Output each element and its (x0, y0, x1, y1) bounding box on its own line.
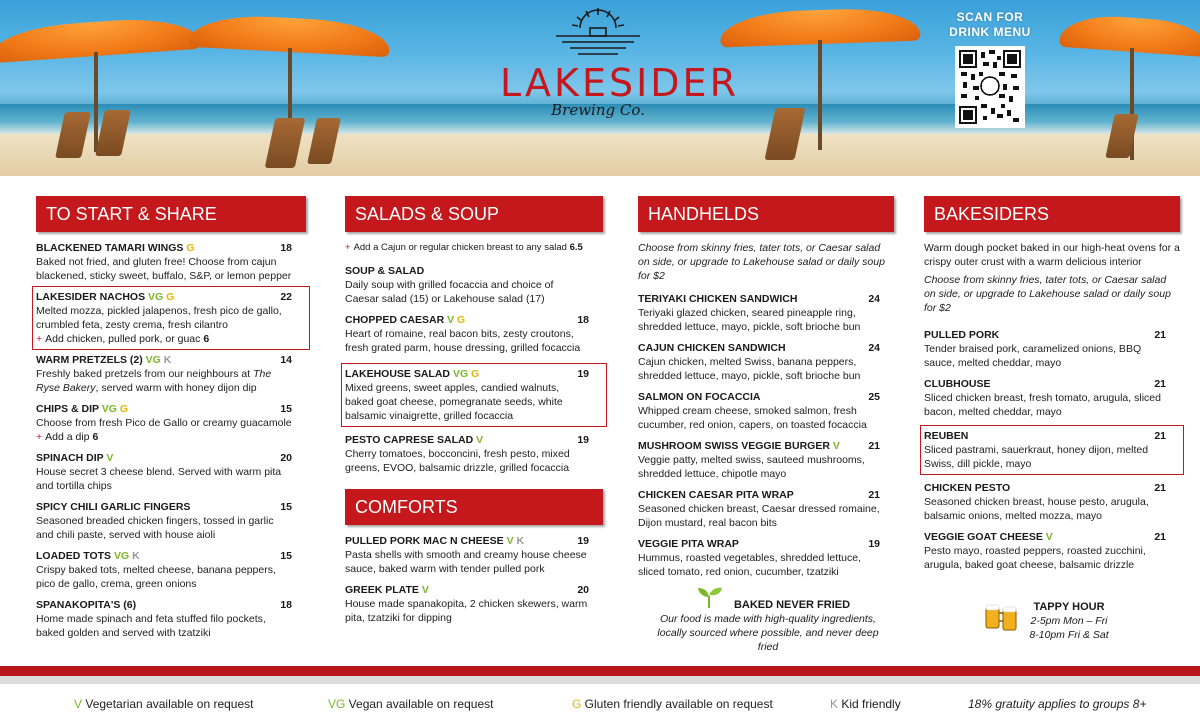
bakesiders-intro: Warm dough pocket baked in our high-heat ovens for a crispy outer crust with a warm delicious interior (924, 242, 1180, 268)
item-description: Whipped cream cheese, smoked salmon, fresh cucumber, red onion, capers, on toasted focaccia (638, 405, 867, 431)
dietary-tags (453, 368, 479, 380)
dietary-tags (102, 403, 128, 415)
brand-name: LAKESIDER (500, 61, 739, 105)
menu-item[interactable] (924, 377, 1180, 419)
badge-text: Our food is made with high-quality ingredients, locally sourced where possible, and never deep fried (657, 613, 879, 653)
footer-grey-bar (0, 676, 1200, 684)
badge-title: BAKED NEVER FRIED (733, 599, 851, 611)
dietary-tags (833, 440, 840, 452)
item-name: CAJUN CHICKEN SANDWICH (638, 342, 786, 354)
item-description: Pasta shells with smooth and creamy house cheese sauce, baked warm with tender pulled pork (345, 549, 587, 575)
menu-item[interactable] (638, 488, 894, 530)
section-title-bakesiders: BAKESIDERS (924, 196, 1180, 232)
beach-banner (0, 0, 1200, 176)
plus-icon: + (36, 431, 43, 443)
item-name: CHOPPED CAESAR (345, 314, 445, 326)
dietary-tag: G (186, 242, 195, 254)
item-description: Tender braised pork, caramelized onions, BBQ sauce, melted cheddar, mayo (924, 343, 1142, 369)
section-title-start: TO START & SHARE (36, 196, 306, 232)
menu-item[interactable] (36, 451, 306, 493)
menu-item[interactable] (345, 433, 603, 475)
umbrella-center-right (720, 10, 920, 150)
item-name: MUSHROOM SWISS VEGGIE BURGER (638, 440, 830, 452)
qr-code-icon[interactable] (955, 46, 1025, 128)
item-name: CHICKEN CAESAR PITA WRAP (638, 489, 794, 501)
sunrise-pier-icon (548, 6, 648, 58)
dietary-tag: V (832, 440, 840, 452)
legend-vegan: VG Vegan available on request (328, 697, 494, 711)
dietary-tags (148, 291, 174, 303)
item-addon: + Add chicken, pulled pork, or guac 6 (36, 333, 210, 345)
item-name: BLACKENED TAMARI WINGS (36, 242, 184, 254)
item-description: House secret 3 cheese blend. Served with warm pita and tortilla chips (36, 466, 282, 492)
menu-item[interactable] (345, 583, 603, 625)
dietary-tag: V (106, 452, 114, 464)
item-price: 21 (1154, 430, 1166, 442)
dietary-tag: K (513, 535, 525, 547)
column-start-share (36, 196, 306, 647)
menu-item[interactable] (36, 353, 306, 395)
dietary-tag: G (116, 403, 129, 415)
item-name: WARM PRETZELS (2) (36, 354, 143, 366)
item-name: GREEK PLATE (345, 584, 419, 596)
item-name: CHICKEN PESTO (924, 482, 1011, 494)
item-description: Pesto mayo, roasted peppers, roasted zucchini, arugula, baked goat cheese, balsamic drizzle (924, 545, 1146, 571)
dietary-tag: V (506, 535, 514, 547)
legend-key: K (830, 697, 839, 711)
item-description: Home made spinach and feta stuffed filo pockets, baked golden and served with tzatziki (36, 613, 266, 639)
menu-item[interactable] (924, 530, 1180, 572)
bakesiders-side-note: Choose from skinny fries, tater tots, or Caesar salad on side, or upgrade to Lakehouse salad or daily soup for $2 (924, 274, 1171, 314)
item-description: Baked not fried, and gluten free! Choose from cajun blackened, sticky sweet, buffalo, S&P, or lemon pepper (36, 256, 292, 282)
dietary-tags (114, 550, 140, 562)
item-price: 21 (868, 489, 880, 501)
column-bakesiders (924, 196, 1180, 579)
item-price: 21 (1154, 329, 1166, 341)
item-price: 20 (577, 584, 589, 596)
menu-item[interactable] (36, 500, 306, 542)
menu-item[interactable] (638, 439, 894, 481)
column-salads-comforts (345, 196, 603, 632)
drink-menu-qr[interactable] (938, 10, 1042, 128)
menu-item[interactable] (638, 537, 894, 579)
dietary-tags (447, 314, 465, 326)
menu-item-highlighted[interactable] (345, 367, 603, 423)
item-price: 19 (577, 434, 589, 446)
dietary-tag: V (476, 434, 484, 446)
item-description: Freshly baked pretzels from our neighbours at The Ryse Bakery, served warm with honey dijon dip (36, 368, 272, 394)
item-description: Sliced pastrami, sauerkraut, honey dijon, melted Swiss, dill pickle, mayo (924, 444, 1149, 470)
item-description: Mixed greens, sweet apples, candied walnuts, baked goat cheese, pomegranate seeds, white balsamic vinaigrette, grilled focaccia (345, 382, 563, 422)
brand-logo (500, 6, 739, 119)
item-description: Crispy baked tots, melted cheese, banana peppers, pico de gallo, crema, green onions (36, 564, 276, 590)
legend-gluten: G Gluten friendly available on request (572, 697, 773, 711)
handhelds-side-note: Choose from skinny fries, tater tots, or Caesar salad on side, or upgrade to Lakehouse salad or daily soup for $2 (638, 242, 885, 282)
baked-never-fried-badge (648, 588, 888, 654)
item-addon: + Add a dip 6 (36, 431, 99, 443)
menu-item[interactable] (638, 341, 894, 383)
item-price: 24 (868, 342, 880, 354)
item-price: 15 (280, 550, 292, 562)
item-price: 15 (280, 403, 292, 415)
menu-item[interactable] (36, 549, 306, 591)
item-price: 24 (868, 293, 880, 305)
item-name: REUBEN (924, 430, 969, 442)
item-description: Seasoned breaded chicken fingers, tossed in garlic and chili paste, served with house aioli (36, 515, 274, 541)
footer-red-bar (0, 666, 1200, 676)
item-name: SPICY CHILI GARLIC FINGERS (36, 501, 191, 513)
section-title-comforts: COMFORTS (345, 489, 603, 525)
legend-gratuity: 18% gratuity applies to groups 8+ (968, 697, 1147, 711)
item-name: SALMON ON FOCACCIA (638, 391, 761, 403)
item-price: 21 (868, 440, 880, 452)
item-description: Teriyaki glazed chicken, seared pineapple ring, shredded lettuce, mayo, pickle, soft brioche bun (638, 307, 861, 333)
item-description: Hummus, roasted vegetables, shredded lettuce, sliced tomato, red onion, cucumber, tzatziki (638, 552, 861, 578)
legend-key: G (572, 697, 582, 711)
menu-item[interactable] (36, 241, 306, 283)
item-description: Daily soup with grilled focaccia and choice of Caesar salad (15) or Lakehouse salad (17) (345, 279, 554, 305)
menu-item[interactable] (924, 328, 1180, 370)
item-price: 21 (1154, 482, 1166, 494)
item-name: SOUP & SALAD (345, 265, 425, 277)
item-price: 21 (1154, 531, 1166, 543)
dietary-tags (146, 354, 172, 366)
tappy-title: TAPPY HOUR (1033, 601, 1105, 613)
item-description: Melted mozza, pickled jalapenos, fresh pico de gallo, crumbled feta, zesty crema, fresh cilantro (36, 305, 282, 331)
section-title-handhelds: HANDHELDS (638, 196, 894, 232)
item-name: VEGGIE GOAT CHEESE (924, 531, 1043, 543)
item-name: PESTO CAPRESE SALAD (345, 434, 474, 446)
item-price: 14 (280, 354, 292, 366)
dietary-tags (507, 535, 525, 547)
menu-item[interactable] (36, 402, 306, 444)
qr-title-line2: DRINK MENU (949, 25, 1031, 39)
item-price: 18 (280, 242, 292, 254)
dietary-tags (1046, 531, 1053, 543)
dietary-tag: V (421, 584, 429, 596)
legend-key: VG (328, 697, 346, 711)
item-price: 25 (868, 391, 880, 403)
item-price: 20 (280, 452, 292, 464)
dietary-tag: VG (452, 368, 469, 380)
menu-item[interactable] (36, 598, 306, 640)
item-price: 22 (280, 291, 292, 303)
legend-key: V (74, 697, 83, 711)
item-description: Veggie patty, melted swiss, sauteed mushrooms, shredded lettuce, chipotle mayo (638, 454, 865, 480)
item-description: Cajun chicken, melted Swiss, banana peppers, shredded lettuce, mayo, pickle, soft brioche bun (638, 356, 861, 382)
item-price: 18 (577, 314, 589, 326)
brand-subtitle: Brewing Co. (551, 101, 645, 119)
menu-item[interactable] (345, 534, 603, 576)
dietary-tag: VG (113, 550, 130, 562)
dietary-tag: V (447, 314, 455, 326)
item-description: Seasoned chicken breast, Caesar dressed romaine, Dijon mustard, real bacon bits (638, 503, 880, 529)
menu-item-highlighted[interactable] (36, 290, 306, 346)
salad-addon-note: + Add a Cajun or regular chicken breast to any salad 6.5 (345, 242, 583, 253)
dietary-tag: VG (145, 354, 161, 366)
menu-item[interactable] (638, 390, 894, 432)
column-handhelds (638, 196, 894, 586)
menu-item[interactable] (345, 264, 603, 306)
dietary-tags (186, 242, 194, 254)
item-price: 19 (868, 538, 880, 550)
dietary-tags (106, 452, 113, 464)
legend-vegetarian: V Vegetarian available on request (74, 697, 254, 711)
item-name: CHIPS & DIP (36, 403, 99, 415)
item-name: LAKESIDER NACHOS (36, 291, 146, 303)
item-price: 19 (577, 535, 589, 547)
item-name: CLUBHOUSE (924, 378, 991, 390)
plus-icon: + (345, 242, 351, 253)
item-name: VEGGIE PITA WRAP (638, 538, 739, 550)
item-name: LOADED TOTS (36, 550, 112, 562)
qr-title-line1: SCAN FOR (956, 10, 1024, 24)
dietary-tag: K (160, 354, 172, 366)
menu-item[interactable] (638, 292, 894, 334)
dietary-tag: VG (148, 291, 164, 303)
menu-item[interactable] (924, 481, 1180, 523)
menu-item-highlighted[interactable] (924, 429, 1180, 471)
item-name: TERIYAKI CHICKEN SANDWICH (638, 293, 798, 305)
section-title-salads: SALADS & SOUP (345, 196, 603, 232)
item-price: 15 (280, 501, 292, 513)
beer-mugs-icon (984, 602, 1020, 632)
item-name: SPINACH DIP (36, 452, 104, 464)
menu-item[interactable] (345, 313, 603, 355)
tappy-line2: 8-10pm Fri & Sat (1029, 629, 1109, 641)
dietary-tag: V (1045, 531, 1053, 543)
dietary-tags (422, 584, 429, 596)
item-price: 18 (280, 599, 292, 611)
dietary-tag: G (454, 314, 466, 326)
dietary-tags (476, 434, 483, 446)
dietary-tag: G (163, 291, 175, 303)
dietary-tag: VG (101, 403, 117, 415)
dietary-tag: K (129, 550, 140, 562)
item-description: Sliced chicken breast, fresh tomato, arugula, sliced bacon, melted cheddar, mayo (924, 392, 1161, 418)
legend-kid: K Kid friendly (830, 697, 901, 711)
item-description: Seasoned chicken breast, house pesto, arugula, balsamic onions, melted mozza, mayo (924, 496, 1149, 522)
item-name: SPANAKOPITA'S (6) (36, 599, 137, 611)
item-description: Choose from fresh Pico de Gallo or creamy guacamole (36, 417, 292, 429)
plus-icon: + (36, 333, 43, 345)
item-description: Cherry tomatoes, bocconcini, fresh pesto, mixed greens, EVOO, balsamic drizzle, grilled focaccia (345, 448, 570, 474)
dietary-tag: G (468, 368, 480, 380)
item-name: PULLED PORK MAC N CHEESE (345, 535, 504, 547)
tappy-hour-badge (984, 600, 1114, 642)
item-name: PULLED PORK (924, 329, 1000, 341)
tappy-line1: 2-5pm Mon – Fri (1030, 615, 1108, 627)
item-name: LAKEHOUSE SALAD (345, 368, 451, 380)
item-price: 21 (1154, 378, 1166, 390)
sprout-icon (694, 586, 724, 608)
item-price: 19 (577, 368, 589, 380)
item-description: Heart of romaine, real bacon bits, zesty croutons, fresh grated parm, house dressing, grilled focaccia (345, 328, 581, 354)
item-description: House made spanakopita, 2 chicken skewers, warm pita, tzatziki for dipping (345, 598, 588, 624)
